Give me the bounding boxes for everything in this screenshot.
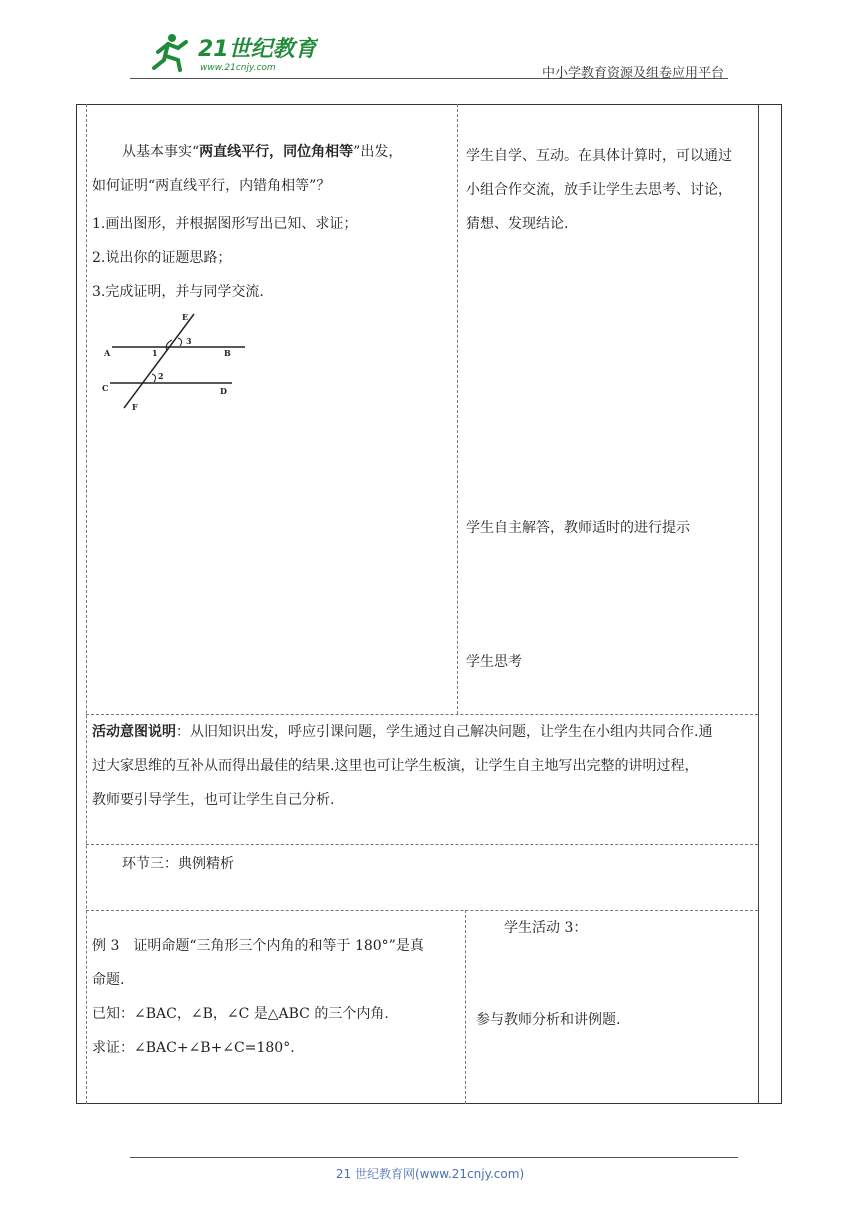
header-divider: [130, 78, 728, 79]
student-activity-line-3: 猜想、发现结论.: [466, 216, 569, 232]
intent-text-1: ：从旧知识出发，呼应引课问题，学生通过自己解决问题，让学生在小组内共同合作.通: [176, 724, 713, 740]
row4-column-divider: [465, 910, 466, 1104]
footer-divider: [130, 1157, 738, 1158]
intro-line-2: 如何证明“两直线平行，内错角相等”？: [92, 178, 331, 194]
label-f: F: [132, 402, 138, 412]
parallel-lines-figure: [100, 310, 250, 412]
angle-arc-2: [152, 374, 156, 382]
intro-bold-fact: 两直线平行，同位角相等: [199, 144, 354, 160]
step-1: 1.画出图形，并根据图形写出已知、求证；: [92, 216, 358, 232]
site-logo: [148, 30, 318, 74]
stage-3-title: 环节三：典例精析: [122, 856, 234, 872]
label-d: D: [220, 386, 227, 396]
table-inner-left-border: [86, 104, 87, 1104]
example-3-given: 已知：∠BAC，∠B，∠C 是△ABC 的三个内角.: [92, 1006, 389, 1022]
label-c: C: [102, 383, 109, 393]
student-self-answer: 学生自主解答，教师适时的进行提示: [466, 520, 690, 536]
footer-text: 21 世纪教育网(www.21cnjy.com): [335, 1167, 525, 1181]
intent-line-1: [92, 722, 756, 742]
label-angle-2: 2: [158, 371, 164, 381]
example-3-prove: 求证：∠BAC+∠B+∠C=180°.: [92, 1040, 295, 1056]
student-activity-line-2: 小组合作交流，放手让学生去思考、讨论，: [466, 182, 732, 198]
intro-suffix: ”出发，: [353, 144, 403, 160]
example-3-line-2: 命题.: [92, 972, 125, 988]
row3-bottom-border: [86, 910, 758, 911]
intro-prefix: 从基本事实“: [122, 144, 200, 160]
row1-column-divider: [457, 104, 458, 714]
student-think: 学生思考: [466, 654, 522, 670]
row1-bottom-border: [86, 714, 758, 715]
student-activity-3-text: 参与教师分析和讲例题.: [476, 1012, 621, 1028]
step-3: 3.完成证明，并与同学交流.: [92, 284, 264, 300]
row2-bottom-border: [86, 844, 758, 845]
intro-line-1: [122, 142, 402, 162]
logo-url: www.21cnjy.com: [200, 63, 276, 73]
label-e: E: [182, 312, 189, 322]
transversal-ef: [124, 314, 194, 408]
student-activity-3-title: 学生活动 3：: [504, 920, 588, 936]
runner-icon: [154, 34, 186, 70]
label-b: B: [224, 348, 231, 358]
intent-label: 活动意图说明: [92, 724, 176, 740]
angle-arc-3: [178, 338, 182, 346]
label-angle-1: 1: [152, 348, 158, 358]
intent-line-3: 教师要引导学生，也可让学生自己分析.: [92, 792, 335, 808]
platform-name: 中小学教育资源及组卷应用平台: [541, 66, 724, 81]
student-activity-line-1: 学生自学、互动。在具体计算时，可以通过: [466, 148, 732, 164]
table-right-column-border: [758, 104, 759, 1104]
label-angle-3: 3: [186, 336, 192, 346]
logo-text: 21世纪教育: [198, 37, 317, 62]
label-a: A: [104, 348, 111, 358]
example-3-line-1: 例 3 证明命题“三角形三个内角的和等于 180°”是真: [92, 938, 424, 954]
step-2: 2.说出你的证题思路；: [92, 250, 232, 266]
intent-line-2: 过大家思维的互补从而得出最佳的结果.这里也可让学生板演，让学生自主地写出完整的讲明过程，: [92, 758, 699, 774]
